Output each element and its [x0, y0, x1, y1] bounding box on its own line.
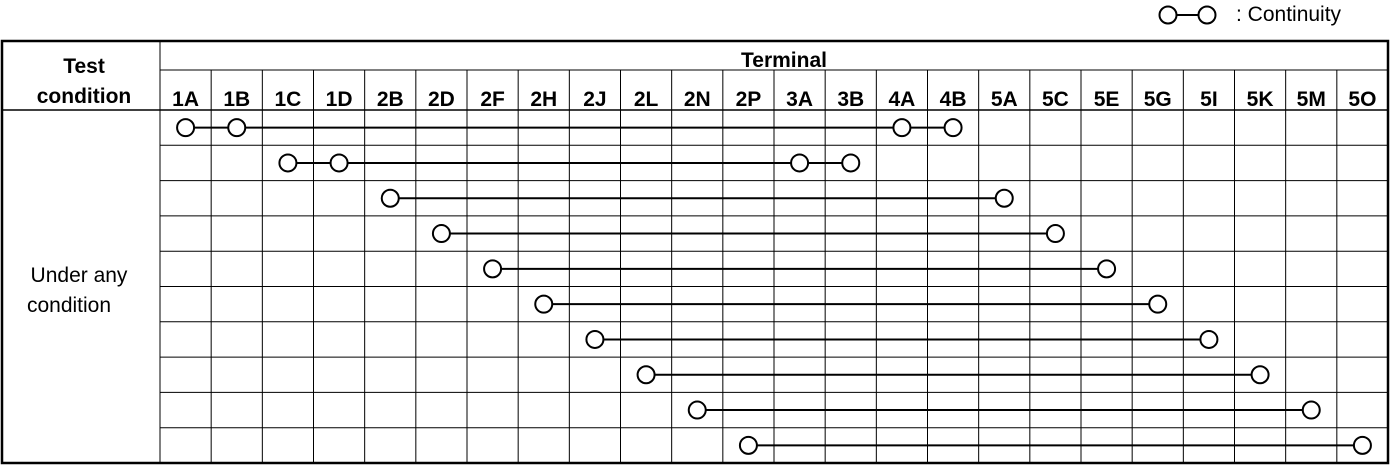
terminal-label: 2N: [683, 88, 711, 111]
terminal-label: 5K: [1246, 88, 1274, 111]
legend-label: : Continuity: [1236, 3, 1342, 26]
terminal-label: 1C: [274, 88, 302, 111]
terminal-node: [1098, 260, 1115, 277]
terminal-node: [740, 437, 757, 454]
terminal-label: 5I: [1200, 88, 1218, 111]
terminal-label: 2J: [583, 88, 607, 111]
terminal-node: [1047, 225, 1064, 242]
terminal-label: 5M: [1296, 88, 1326, 111]
terminal-node: [842, 154, 859, 171]
terminal-label: 2P: [735, 88, 762, 111]
terminal-label: 2D: [427, 88, 455, 111]
terminal-node: [177, 119, 194, 136]
terminal-label: 5G: [1143, 88, 1172, 111]
terminal-label: 3A: [786, 88, 814, 111]
terminal-node: [791, 154, 808, 171]
terminal-label: 1A: [172, 88, 200, 111]
terminal-label: 4B: [939, 88, 967, 111]
terminal-node: [1354, 437, 1371, 454]
terminal-label: 5O: [1348, 88, 1377, 111]
terminal-label: 5A: [990, 88, 1018, 111]
terminal-label: 4A: [888, 88, 916, 111]
terminal-node: [484, 260, 501, 277]
terminal-node: [1303, 402, 1320, 419]
terminal-label: 5C: [1041, 88, 1069, 111]
terminal-node: [228, 119, 245, 136]
terminal-label: 1B: [223, 88, 251, 111]
condition-label-line2: condition: [26, 294, 112, 317]
terminal-node: [433, 225, 450, 242]
terminal-node: [586, 331, 603, 348]
terminal-node: [331, 154, 348, 171]
condition-header-line2: condition: [36, 85, 132, 108]
condition-header-line1: Test: [63, 55, 105, 78]
terminal-node: [1200, 331, 1217, 348]
terminal-node: [893, 119, 910, 136]
terminal-label: 2L: [633, 88, 659, 111]
terminal-node: [1252, 366, 1269, 383]
terminal-label: 2B: [376, 88, 404, 111]
terminal-header: Terminal: [741, 49, 827, 72]
terminal-node: [279, 154, 296, 171]
terminal-node: [996, 190, 1013, 207]
terminal-label: 1D: [325, 88, 353, 111]
terminal-label: 2H: [530, 88, 558, 111]
terminal-node: [638, 366, 655, 383]
terminal-node: [382, 190, 399, 207]
terminal-node: [535, 296, 552, 313]
terminal-node: [1149, 296, 1166, 313]
terminal-label: 5E: [1093, 88, 1120, 111]
terminal-label: 3B: [837, 88, 865, 111]
condition-label-line1: Under any: [30, 264, 128, 287]
terminal-label: 2F: [480, 88, 505, 111]
terminal-node: [689, 402, 706, 419]
terminal-node: [945, 119, 962, 136]
